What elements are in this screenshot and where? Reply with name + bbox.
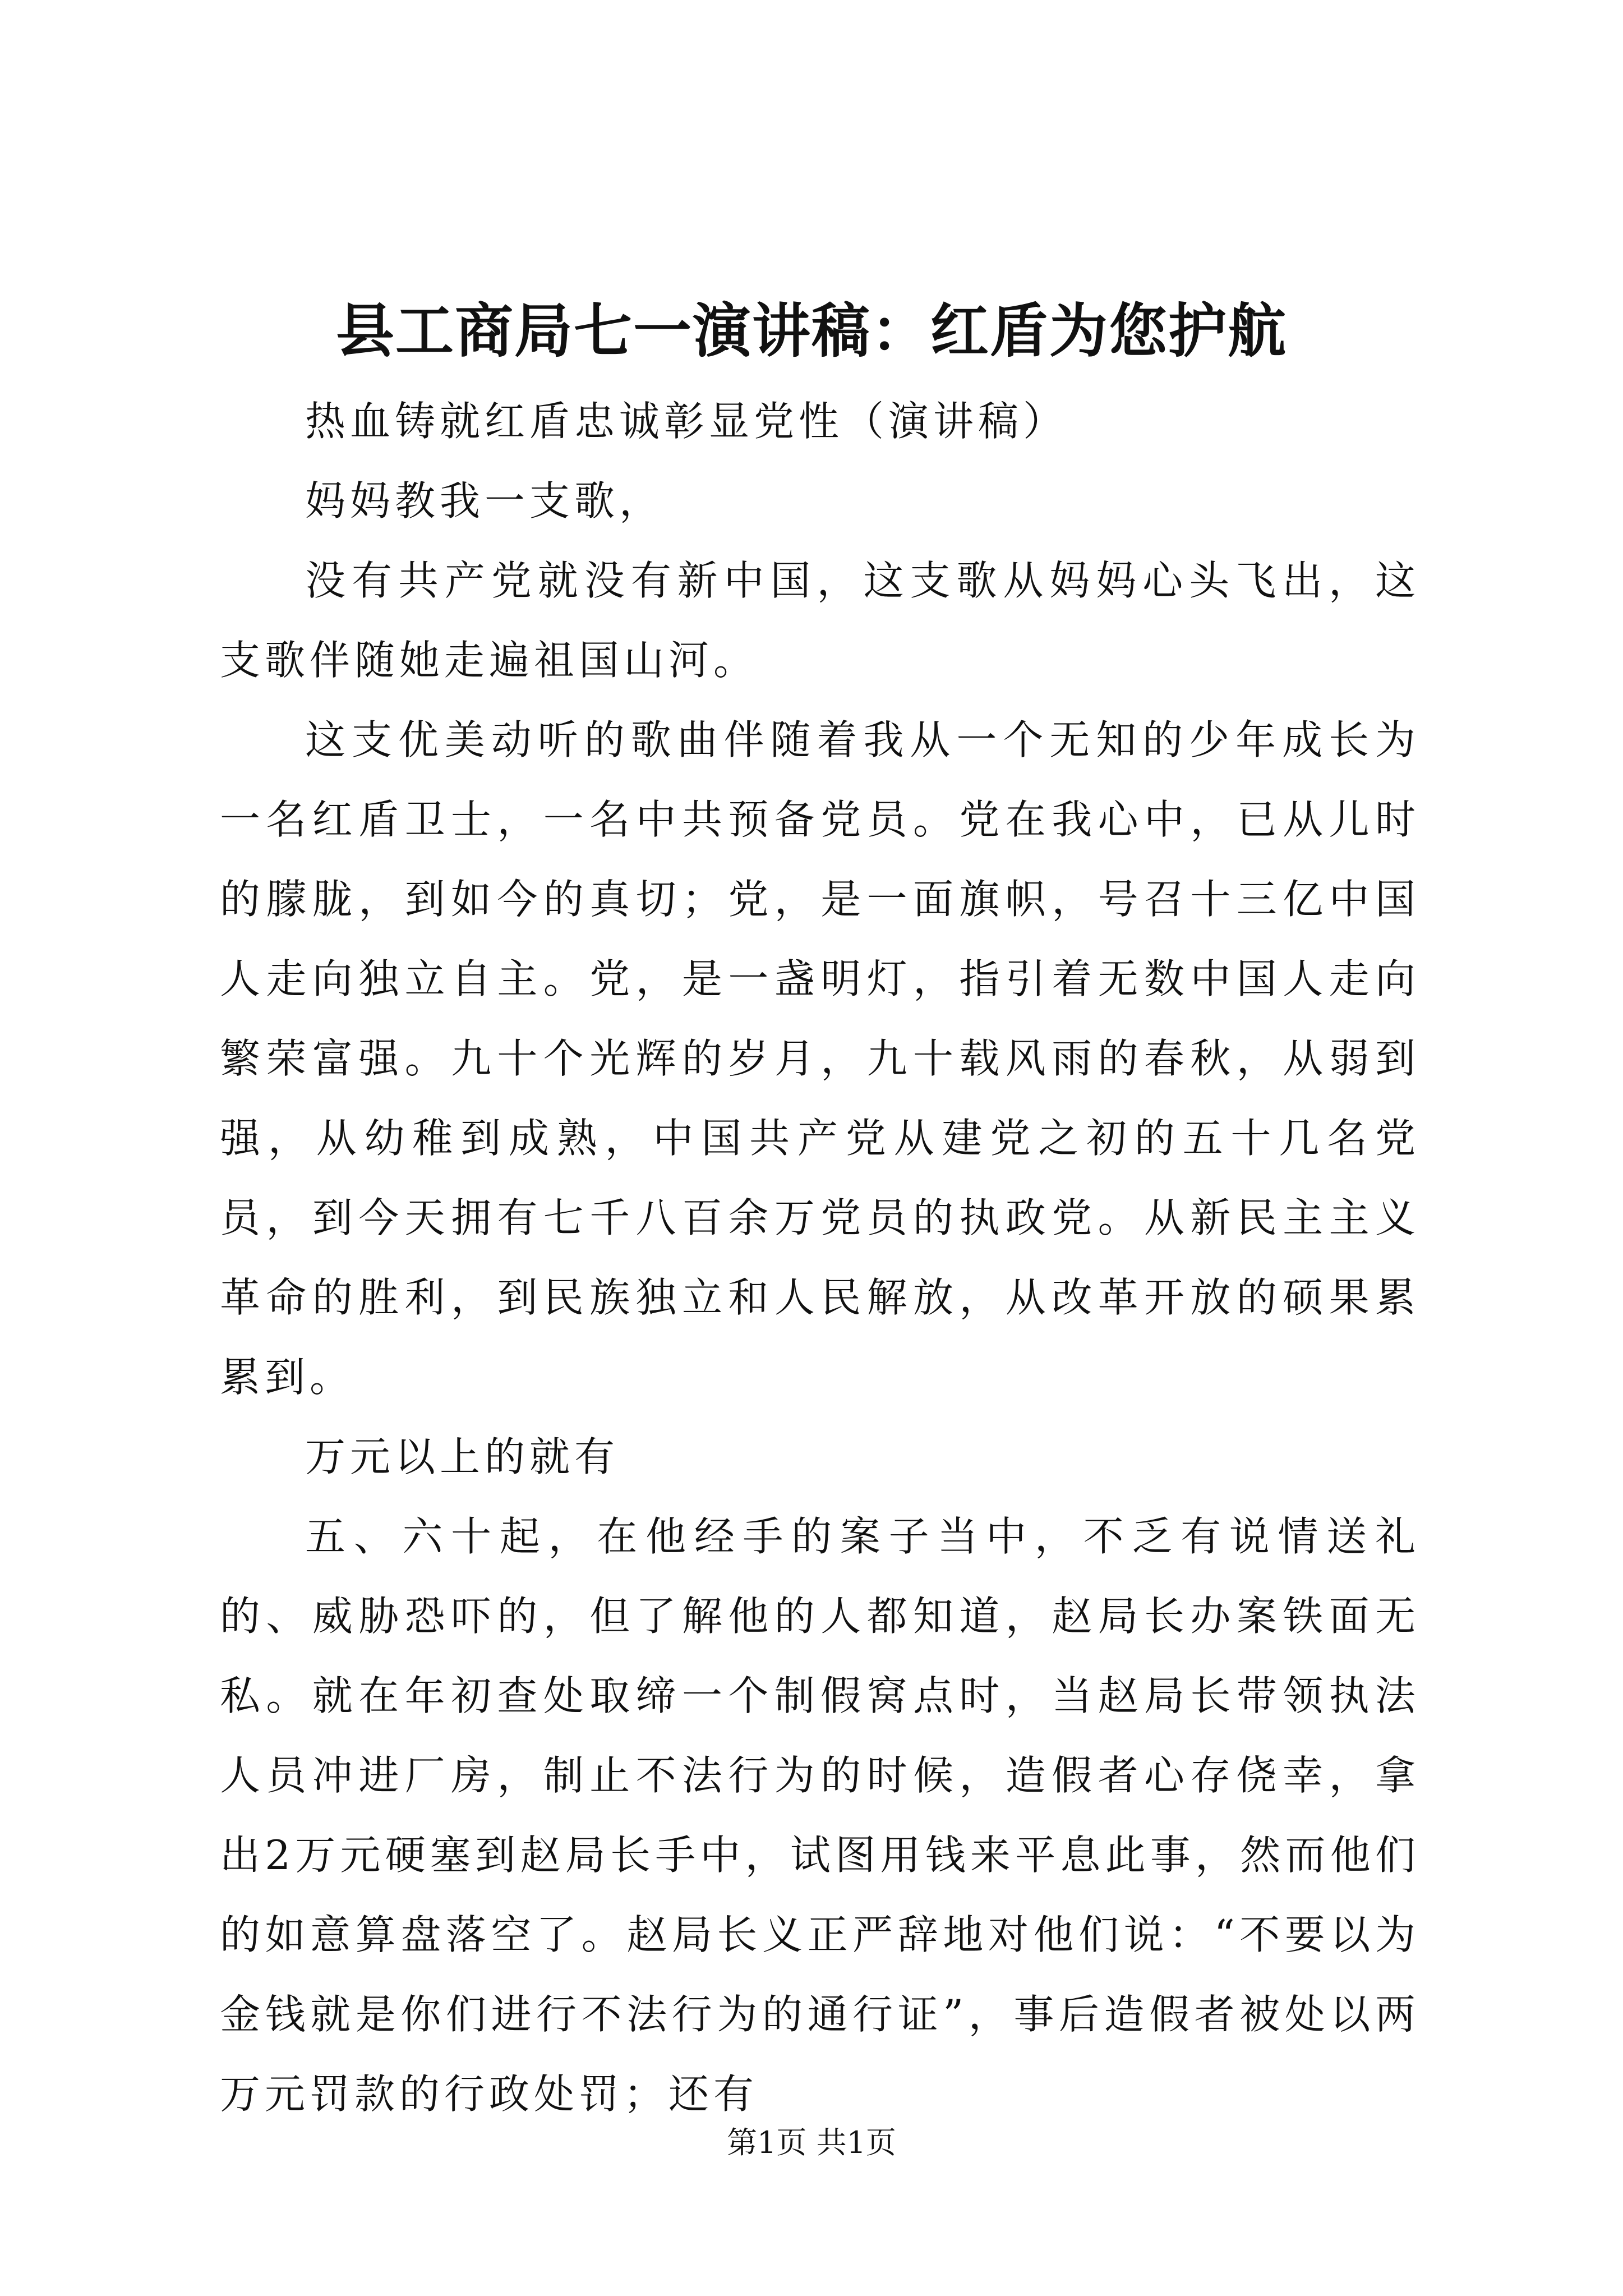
document-title: 县工商局七一演讲稿：红盾为您护航 (335, 296, 1287, 365)
paragraph-fragment: 万元以上的就有 (305, 1433, 620, 1480)
document-body (220, 381, 1420, 2134)
paragraph-subtitle: 热血铸就红盾忠诚彰显党性（演讲稿） (305, 398, 1068, 445)
paragraph-party-history: 这支优美动听的歌曲伴随着我从一个无知的少年成长为一名红盾卫士，一名中共预备党员。党在我心中，已从儿时的朦胧，到如今的真切；党，是一面旗帜，号召十三亿中国人走向独立自主。党，是一盏明灯，指引着无数中国人走向繁荣富强。九十个光辉的岁月，九十载风雨的春秋，从弱到强，从幼稚到成熟，中国共产党从建党之初的五十几名党员，到今天拥有七千八百余万党员的执政党。从新民主主义革命的胜利，到民族独立和人民解放，从改革开放的硕果累累到。 (220, 716, 1420, 1401)
paragraph-song-lyrics: 没有共产党就没有新中国，这支歌从妈妈心头飞出，这支歌伴随她走遍祖国山河。 (220, 557, 1420, 684)
page-number-footer: 第1页 共1页 (727, 2125, 896, 2160)
paragraph-song-intro: 妈妈教我一支歌， (305, 477, 665, 524)
paragraph-case-story: 五、六十起，在他经手的案子当中，不乏有说情送礼的、威胁恐吓的，但了解他的人都知道，赵局长办案铁面无私。就在年初查处取缔一个制假窝点时，当赵局长带领执法人员冲进厂房，制止不法行为的时候，造假者心存侥幸，拿出2万元硬塞到赵局长手中，试图用钱来平息此事，然而他们的如意算盘落空了。赵局长义正严辞地对他们说：“不要以为金钱就是你们进行不法行为的通行证”，事后造假者被处以两万元罚款的行政处罚；还有 (220, 1513, 1420, 2118)
